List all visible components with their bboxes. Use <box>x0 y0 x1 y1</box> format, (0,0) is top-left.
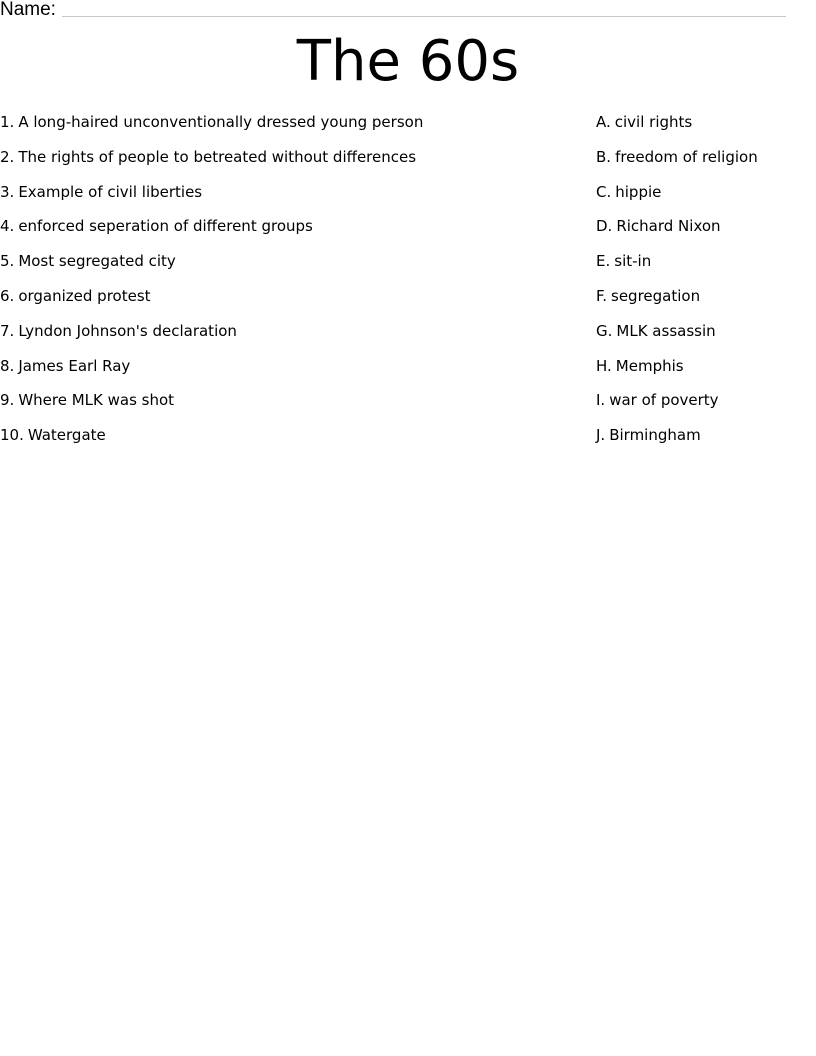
answer-item <box>596 147 811 182</box>
clue-item <box>0 321 560 356</box>
clue-number: 2. <box>0 147 15 166</box>
answer-item <box>596 182 811 217</box>
answer-text: war of poverty <box>609 391 719 410</box>
answer-item <box>596 356 811 391</box>
answer-text: sit-in <box>614 252 652 271</box>
clue-list <box>0 112 560 460</box>
name-input-line[interactable] <box>62 16 786 17</box>
answer-letter: D. <box>596 217 613 236</box>
clue-text: The rights of people to betreated without differences <box>18 147 417 166</box>
answer-list <box>596 112 811 460</box>
clue-text: enforced seperation of different groups <box>18 217 313 236</box>
answer-text: hippie <box>615 182 662 201</box>
answer-letter: H. <box>596 356 612 375</box>
clue-text: A long-haired unconventionally dressed young person <box>18 113 424 131</box>
name-label: Name: <box>0 0 56 20</box>
clue-item <box>0 390 560 425</box>
clue-item <box>0 147 560 182</box>
clue-item <box>0 112 560 147</box>
answer-text: Birmingham <box>609 426 701 445</box>
clue-number: 5. <box>0 252 15 271</box>
answer-item <box>596 321 811 356</box>
answer-letter: C. <box>596 182 612 201</box>
clue-text: Example of civil liberties <box>18 182 203 201</box>
clue-item <box>0 425 560 460</box>
clue-text: Watergate <box>27 426 106 445</box>
clue-item <box>0 356 560 391</box>
clue-number: 1. <box>0 113 15 131</box>
clue-text: organized protest <box>18 286 151 305</box>
clue-item <box>0 216 560 251</box>
answer-text: segregation <box>611 286 701 305</box>
answer-text: freedom of religion <box>615 147 758 166</box>
answer-item <box>596 251 811 286</box>
clue-number: 9. <box>0 391 15 410</box>
clue-text: James Earl Ray <box>18 356 131 375</box>
clue-number: 3. <box>0 182 15 201</box>
clue-number: 8. <box>0 356 15 375</box>
clue-number: 6. <box>0 286 15 305</box>
name-field-row <box>0 0 786 22</box>
answer-text: Richard Nixon <box>616 217 721 236</box>
answer-letter: E. <box>596 252 611 271</box>
answer-text: Memphis <box>615 356 684 375</box>
answer-letter: I. <box>596 391 606 410</box>
clue-item <box>0 286 560 321</box>
answer-letter: B. <box>596 147 612 166</box>
answer-letter: G. <box>596 321 613 340</box>
answer-text: civil rights <box>614 113 693 131</box>
answer-letter: J. <box>596 426 606 445</box>
answer-item <box>596 112 811 147</box>
clue-text: Where MLK was shot <box>18 391 175 410</box>
answer-item <box>596 425 811 460</box>
answer-item <box>596 390 811 425</box>
answer-item <box>596 216 811 251</box>
clue-number: 10. <box>0 426 24 445</box>
answer-item <box>596 286 811 321</box>
answer-letter: F. <box>596 286 607 305</box>
page-title: The 60s <box>296 29 520 94</box>
clue-item <box>0 182 560 217</box>
clue-number: 7. <box>0 321 15 340</box>
answer-letter: A. <box>596 113 611 131</box>
clue-item <box>0 251 560 286</box>
answer-text: MLK assassin <box>616 321 716 340</box>
clue-text: Lyndon Johnson's declaration <box>18 321 237 340</box>
clue-text: Most segregated city <box>18 252 176 271</box>
clue-number: 4. <box>0 217 15 236</box>
